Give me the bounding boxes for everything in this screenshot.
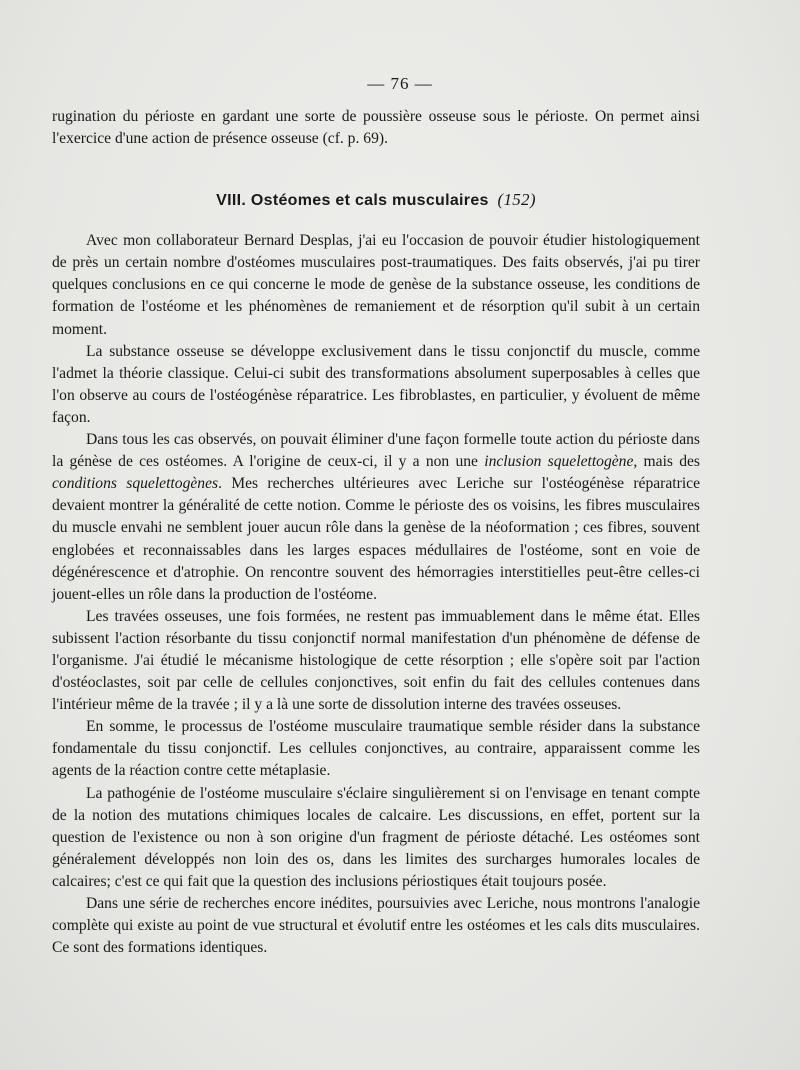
paragraph-2: La substance osseuse se développe exclusivement dans le tissu conjonctif du muscle, comme l'admet la théorie classique. Celui-ci subit des transformations absolument superposables à celles que l'on observe au cours de l'ostéogénèse réparatrice. Les fibroblastes, en particulier, y évoluent de même façon. [52, 342, 700, 426]
paragraph-1: Avec mon collaborateur Bernard Desplas, j'ai eu l'occasion de pouvoir étudier histologiquement de près un certain nombre d'ostéomes musculaires post-traumatiques. Des faits observés, j'ai pu tirer quelques conclusions en ce qui concerne le mode de genèse de la substance osseuse, les conditions de formation de l'ostéome et les phénomènes de remaniement et de résorption qu'il subit à un certain moment. [52, 232, 700, 338]
section-reference: (152) [497, 190, 536, 210]
page-number: — 76 — [367, 74, 433, 93]
paragraph-3-part-1: Dans tous les cas observés, on pouvait éliminer d'une façon formelle toute action du périoste dans la génèse de ces ostéomes. A l'origine de ceux-ci, il y a non une [52, 431, 700, 471]
paragraph-4: Les travées osseuses, une fois formées, ne restent pas immuablement dans le même état. Elles subissent l'action résorbante du tissu conjonctif normal manifestation d'un phénomène de défense de l'organisme. J'ai étudié le mécanisme histologique de cette résorption ; elle s'opère soit par l'action d'ostéoclastes, soit par celle de cellules conjonctives, soit enfin du fait des cellules contenues dans l'intérieur même de la travée ; il y a là une sorte de dissolution interne des travées osseuses. [52, 607, 700, 714]
paragraph-3-italic-1: inclusion squelettogène [484, 453, 634, 471]
paragraph-7: Dans une série de recherches encore inédites, poursuivies avec Leriche, nous montrons l'analogie complète qui existe au point de vue structural et évolutif entre les ostéomes et les cals dits musculaires. Ce sont des formations identiques. [52, 895, 700, 957]
paragraph-3-part-3: . Mes recherches ultérieures avec Leriche sur l'ostéogénèse réparatrice devaient montrer la généralité de cette notion. Comme le périoste des os voisins, les fibres musculaires du muscle envahi ne semblent jouer aucun rôle dans la genèse de la néoformation ; ces fibres, souvent englobées et reconnaissables dans les larges espaces médullaires de l'ostéome, sont en voie de dégénérescence et d'atrophie. On rencontre souvent des hémorragies interstitielles peut-être celles-ci jouent-elles un rôle dans la production de l'ostéome. [52, 475, 700, 603]
section-heading [52, 190, 700, 210]
paragraph-3-part-2: , mais des [633, 453, 701, 471]
page-content [52, 106, 700, 959]
paragraph-3 [52, 429, 700, 606]
paragraph-3-italic-2: conditions squelettogènes [52, 475, 219, 493]
section-title: VIII. Ostéomes et cals musculaires [216, 192, 489, 210]
intro-paragraph: rugination du périoste en gardant une sorte de poussière osseuse sous le périoste. On permet ainsi l'exercice d'une action de présence osseuse (cf. p. 69). [52, 108, 700, 148]
paragraph-5: En somme, le processus de l'ostéome musculaire traumatique semble résider dans la substance fondamentale du tissu conjonctif. Les cellules conjonctives, au contraire, apparaissent comme les agents de la réaction contre cette métaplasie. [52, 718, 700, 780]
paragraph-6: La pathogénie de l'ostéome musculaire s'éclaire singulièrement si on l'envisage en tenant compte de la notion des mutations chimiques locales de calcaire. Les discussions, en effet, portent sur la question de l'existence ou non à son origine d'un fragment de périoste détaché. Les ostéomes sont généralement développés non loin des os, dans les limites des surcharges humorales locales de calcaires; c'est ce qui fait que la question des inclusions périostiques était toujours posée. [52, 784, 700, 890]
